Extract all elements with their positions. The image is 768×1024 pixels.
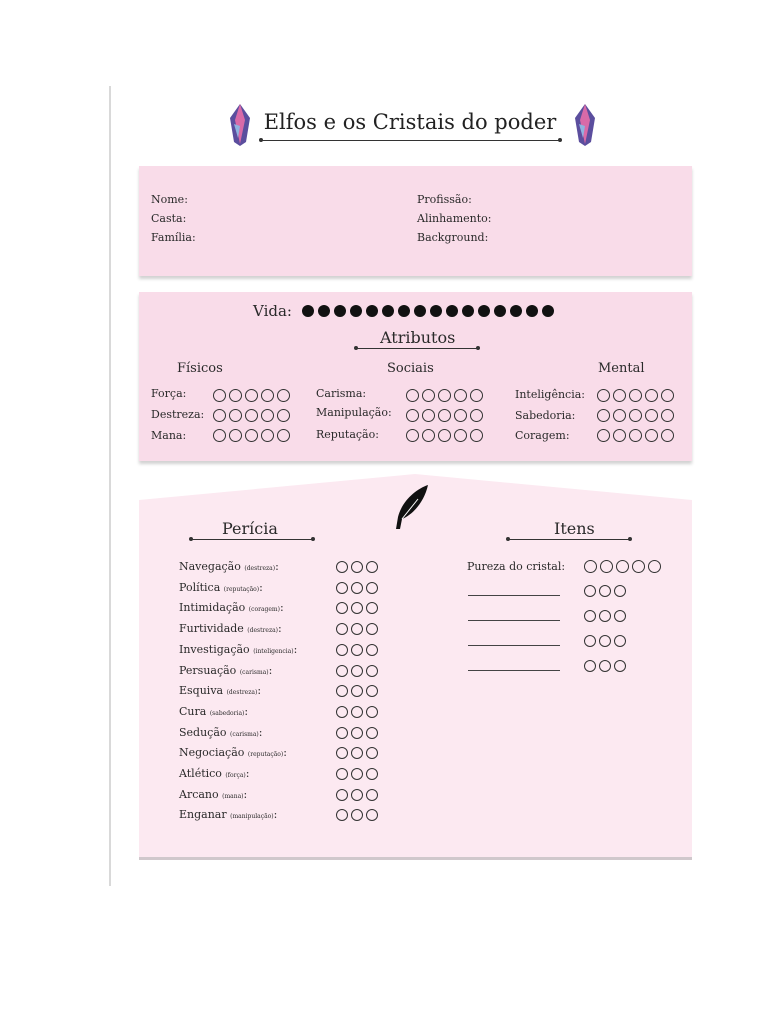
attr-manipulacao-label: Manipulação: xyxy=(316,406,392,419)
rating-circle[interactable] xyxy=(584,585,596,597)
rating-circle[interactable] xyxy=(584,610,596,622)
rating-circle[interactable] xyxy=(351,561,363,573)
rating-circle[interactable] xyxy=(229,409,242,422)
nome-label: Nome: xyxy=(151,193,188,206)
rating-circle[interactable] xyxy=(336,768,348,780)
rating-circle[interactable] xyxy=(613,389,626,402)
pericia-rule-dot-left xyxy=(189,537,193,541)
rating-circle[interactable] xyxy=(422,389,435,402)
rating-circle[interactable] xyxy=(336,582,348,594)
vida-dot[interactable] xyxy=(510,305,522,317)
rating-circle[interactable] xyxy=(336,685,348,697)
attr-rating-circles xyxy=(213,409,290,422)
rating-circle[interactable] xyxy=(661,389,674,402)
vida-dot[interactable] xyxy=(430,305,442,317)
rating-circle[interactable] xyxy=(599,635,611,647)
item-rating-circles xyxy=(584,660,626,672)
attr-forca-label: Força: xyxy=(151,387,187,400)
rating-circle[interactable] xyxy=(261,389,274,402)
attr-sabedoria-label: Sabedoria: xyxy=(515,409,576,422)
pericia-title: Perícia xyxy=(222,519,278,538)
vida-dot[interactable] xyxy=(350,305,362,317)
skill-attribute: (coragem) xyxy=(248,606,280,614)
skill-colon: : xyxy=(293,642,298,656)
rating-circle[interactable] xyxy=(629,429,642,442)
skill-colon: : xyxy=(244,704,249,718)
rating-circle[interactable] xyxy=(351,602,363,614)
vida-dot[interactable] xyxy=(462,305,474,317)
crystal-right-icon xyxy=(573,104,597,146)
skill-rating-circles xyxy=(336,602,378,614)
item-rating-circles xyxy=(584,635,626,647)
item-rating-circles xyxy=(584,585,626,597)
attr-rating-circles xyxy=(597,389,674,402)
rating-circle[interactable] xyxy=(336,602,348,614)
skill-colon: : xyxy=(275,560,279,573)
rating-circle[interactable] xyxy=(336,644,348,656)
attr-reputacao-label: Reputação: xyxy=(316,428,379,441)
attr-carisma-label: Carisma: xyxy=(316,387,367,400)
rating-circle[interactable] xyxy=(661,429,674,442)
skill-row xyxy=(179,788,247,801)
group-mental-title: Mental xyxy=(598,361,645,376)
skill-rating-circles xyxy=(336,809,378,821)
rating-circle[interactable] xyxy=(597,409,610,422)
casta-label: Casta: xyxy=(151,212,187,225)
skill-row xyxy=(179,726,263,739)
rating-circle[interactable] xyxy=(351,706,363,718)
rating-circle[interactable] xyxy=(438,389,451,402)
rating-circle[interactable] xyxy=(422,409,435,422)
rating-circle[interactable] xyxy=(277,429,290,442)
itens-title: Itens xyxy=(554,519,595,538)
rating-circle[interactable] xyxy=(351,644,363,656)
rating-circle[interactable] xyxy=(229,389,242,402)
skill-rating-circles xyxy=(336,644,378,656)
itens-rule-dot-left xyxy=(506,537,510,541)
skill-name: Intimidação xyxy=(179,601,249,615)
rating-circle[interactable] xyxy=(599,660,611,672)
rating-circle[interactable] xyxy=(629,409,642,422)
item-blank-line[interactable] xyxy=(468,670,560,671)
rating-circle[interactable] xyxy=(613,429,626,442)
skill-attribute: (destreza) xyxy=(244,565,276,572)
rating-circle[interactable] xyxy=(614,660,626,672)
skill-name: Atlético xyxy=(179,767,226,780)
rating-circle[interactable] xyxy=(366,789,378,801)
rating-circle[interactable] xyxy=(213,389,226,402)
skill-row xyxy=(179,560,279,573)
skill-row xyxy=(179,601,284,614)
skill-row xyxy=(179,643,297,656)
rating-circle[interactable] xyxy=(366,706,378,718)
rating-circle[interactable] xyxy=(454,409,467,422)
attr-rating-circles xyxy=(406,409,483,422)
rating-circle[interactable] xyxy=(597,429,610,442)
rating-circle[interactable] xyxy=(351,747,363,759)
rating-circle[interactable] xyxy=(600,560,613,573)
skill-attribute: (reputação) xyxy=(247,751,284,759)
atributos-title: Atributos xyxy=(380,328,456,347)
rating-circle[interactable] xyxy=(336,727,348,739)
rating-circle[interactable] xyxy=(616,560,629,573)
rating-circle[interactable] xyxy=(229,429,242,442)
skill-row xyxy=(179,664,272,677)
rating-circle[interactable] xyxy=(454,429,467,442)
atributos-rule-dot-right xyxy=(476,346,480,350)
vida-dot[interactable] xyxy=(446,305,458,317)
skill-attribute: (força) xyxy=(225,772,246,779)
rating-circle[interactable] xyxy=(245,389,258,402)
skill-name: Esquiva xyxy=(179,684,227,698)
group-sociais-title: Sociais xyxy=(387,361,434,376)
vida-dot[interactable] xyxy=(414,305,426,317)
quill-icon xyxy=(392,483,432,533)
vida-label: Vida: xyxy=(253,302,292,320)
skill-colon: : xyxy=(245,767,250,780)
skill-attribute: (destreza) xyxy=(226,689,258,697)
attr-rating-circles xyxy=(213,389,290,402)
rating-circle[interactable] xyxy=(336,561,348,573)
rating-circle[interactable] xyxy=(351,809,363,821)
vida-dot[interactable] xyxy=(526,305,538,317)
skill-name: Persuação xyxy=(179,663,240,677)
attr-coragem-label: Coragem: xyxy=(515,429,570,442)
rating-circle[interactable] xyxy=(584,635,596,647)
skill-row xyxy=(179,705,248,718)
skill-attribute: (carisma) xyxy=(230,730,259,738)
skill-row xyxy=(179,746,287,759)
rating-circle[interactable] xyxy=(597,389,610,402)
item-blank-line[interactable] xyxy=(468,645,560,646)
skill-row xyxy=(179,808,277,821)
rating-circle[interactable] xyxy=(648,560,661,573)
rating-circle[interactable] xyxy=(599,610,611,622)
rating-circle[interactable] xyxy=(632,560,645,573)
skill-colon: : xyxy=(259,580,263,594)
atributos-underline xyxy=(356,348,478,349)
vida-dot[interactable] xyxy=(334,305,346,317)
itens-underline xyxy=(508,539,630,540)
rating-circle[interactable] xyxy=(277,389,290,402)
rating-circle[interactable] xyxy=(366,747,378,759)
rating-circle[interactable] xyxy=(629,389,642,402)
skill-attribute: (inteligencia) xyxy=(253,647,294,655)
rating-circle[interactable] xyxy=(351,789,363,801)
skill-colon: : xyxy=(279,601,284,615)
rating-circle[interactable] xyxy=(351,582,363,594)
item-blank-line[interactable] xyxy=(468,595,560,596)
rating-circle[interactable] xyxy=(599,585,611,597)
vida-dot[interactable] xyxy=(366,305,378,317)
skill-rating-circles xyxy=(336,747,378,759)
title-rule-dot-right xyxy=(558,138,562,142)
skill-rating-circles xyxy=(336,623,378,635)
skill-colon: : xyxy=(257,684,262,698)
familia-label: Família: xyxy=(151,231,196,244)
skill-rating-circles xyxy=(336,665,378,677)
rating-circle[interactable] xyxy=(366,602,378,614)
vida-dot[interactable] xyxy=(494,305,506,317)
skill-colon: : xyxy=(268,663,273,677)
rating-circle[interactable] xyxy=(366,665,378,677)
rating-circle[interactable] xyxy=(645,389,658,402)
rating-circle[interactable] xyxy=(614,635,626,647)
rating-circle[interactable] xyxy=(645,409,658,422)
attr-rating-circles xyxy=(406,389,483,402)
rating-circle[interactable] xyxy=(614,610,626,622)
skill-name: Arcano xyxy=(179,787,223,801)
rating-circle[interactable] xyxy=(336,747,348,759)
rating-circle[interactable] xyxy=(406,409,419,422)
skill-row xyxy=(179,622,282,635)
attr-rating-circles xyxy=(597,409,674,422)
rating-circle[interactable] xyxy=(261,429,274,442)
rating-circle[interactable] xyxy=(366,582,378,594)
rating-circle[interactable] xyxy=(366,809,378,821)
rating-circle[interactable] xyxy=(645,429,658,442)
skill-name: Navegação xyxy=(179,560,245,573)
rating-circle[interactable] xyxy=(366,685,378,697)
skill-colon: : xyxy=(283,746,287,760)
character-info-card xyxy=(139,166,692,276)
vida-dot[interactable] xyxy=(542,305,554,317)
rating-circle[interactable] xyxy=(422,429,435,442)
skill-rating-circles xyxy=(336,685,378,697)
vida-dot[interactable] xyxy=(318,305,330,317)
skill-rating-circles xyxy=(336,706,378,718)
skill-rating-circles xyxy=(336,789,378,801)
vida-dot[interactable] xyxy=(302,305,314,317)
rating-circle[interactable] xyxy=(406,389,419,402)
rating-circle[interactable] xyxy=(351,768,363,780)
attr-inteligencia-label: Inteligência: xyxy=(515,388,585,401)
profissao-label: Profissão: xyxy=(417,193,472,206)
item-blank-line[interactable] xyxy=(468,620,560,621)
rating-circle[interactable] xyxy=(336,623,348,635)
rating-circle[interactable] xyxy=(351,665,363,677)
skill-attribute: (reputação) xyxy=(223,585,260,593)
rating-circle[interactable] xyxy=(366,561,378,573)
rating-circle[interactable] xyxy=(470,429,483,442)
rating-circle[interactable] xyxy=(245,429,258,442)
rating-circle[interactable] xyxy=(336,665,348,677)
rating-circle[interactable] xyxy=(406,429,419,442)
attr-rating-circles xyxy=(406,429,483,442)
rating-circle[interactable] xyxy=(661,409,674,422)
skill-rating-circles xyxy=(336,561,378,573)
skill-name: Cura xyxy=(179,704,210,718)
title-underline xyxy=(262,140,560,141)
skill-name: Política xyxy=(179,580,224,594)
alinhamento-label: Alinhamento: xyxy=(417,212,492,225)
skill-colon: : xyxy=(258,725,263,739)
crystal-left-icon xyxy=(228,104,252,146)
skill-attribute: (carisma) xyxy=(239,668,269,676)
rating-circle[interactable] xyxy=(470,389,483,402)
vida-dot[interactable] xyxy=(478,305,490,317)
skill-attribute: (destreza) xyxy=(247,627,279,635)
rating-circle[interactable] xyxy=(336,706,348,718)
rating-circle[interactable] xyxy=(366,644,378,656)
rating-circle[interactable] xyxy=(245,409,258,422)
skill-rating-circles xyxy=(336,768,378,780)
skill-row xyxy=(179,684,261,697)
rating-circle[interactable] xyxy=(336,809,348,821)
rating-circle[interactable] xyxy=(351,727,363,739)
page-title: Elfos e os Cristais do poder xyxy=(263,110,557,134)
skill-name: Negociação xyxy=(179,746,248,760)
attr-rating-circles xyxy=(213,429,290,442)
attr-rating-circles xyxy=(597,429,674,442)
skill-row xyxy=(179,767,249,780)
skill-colon: : xyxy=(243,787,248,801)
background-label: Background: xyxy=(417,231,489,244)
rating-circle[interactable] xyxy=(614,585,626,597)
rating-circle[interactable] xyxy=(584,560,597,573)
rating-circle[interactable] xyxy=(613,409,626,422)
vida-dots xyxy=(302,305,554,317)
skill-rating-circles xyxy=(336,582,378,594)
rating-circle[interactable] xyxy=(438,429,451,442)
rating-circle[interactable] xyxy=(213,429,226,442)
rating-circle[interactable] xyxy=(438,409,451,422)
skill-name: Sedução xyxy=(179,725,231,739)
rating-circle[interactable] xyxy=(336,789,348,801)
skill-attribute: (sabedoria) xyxy=(209,709,245,717)
skill-attribute: (manipulação) xyxy=(230,813,274,821)
vida-dot[interactable] xyxy=(382,305,394,317)
title-rule-dot-left xyxy=(259,138,263,142)
rating-circle[interactable] xyxy=(454,389,467,402)
skill-name: Investigação xyxy=(179,642,254,656)
rating-circle[interactable] xyxy=(351,685,363,697)
pureza-label: Pureza do cristal: xyxy=(467,560,566,573)
group-fisicos-title: Físicos xyxy=(177,361,223,376)
skill-rating-circles xyxy=(336,727,378,739)
skill-name: Furtividade xyxy=(179,622,248,636)
rating-circle[interactable] xyxy=(470,409,483,422)
pericia-rule-dot-right xyxy=(311,537,315,541)
skill-colon: : xyxy=(278,622,282,636)
itens-rule-dot-right xyxy=(628,537,632,541)
rating-circle[interactable] xyxy=(366,623,378,635)
skill-row xyxy=(179,581,263,594)
pureza-rating-circles xyxy=(584,560,661,573)
rating-circle[interactable] xyxy=(584,660,596,672)
item-rating-circles xyxy=(584,610,626,622)
skill-name: Enganar xyxy=(179,808,231,822)
skill-colon: : xyxy=(273,808,278,822)
attr-mana-label: Mana: xyxy=(151,429,187,442)
rating-circle[interactable] xyxy=(277,409,290,422)
vida-dot[interactable] xyxy=(398,305,410,317)
attr-destreza-label: Destreza: xyxy=(151,408,205,421)
rating-circle[interactable] xyxy=(366,727,378,739)
pericia-underline xyxy=(191,539,313,540)
rating-circle[interactable] xyxy=(213,409,226,422)
rating-circle[interactable] xyxy=(366,768,378,780)
page-edge-line xyxy=(109,86,111,886)
skill-attribute: (mana) xyxy=(222,792,244,800)
atributos-rule-dot-left xyxy=(354,346,358,350)
rating-circle[interactable] xyxy=(351,623,363,635)
rating-circle[interactable] xyxy=(261,409,274,422)
